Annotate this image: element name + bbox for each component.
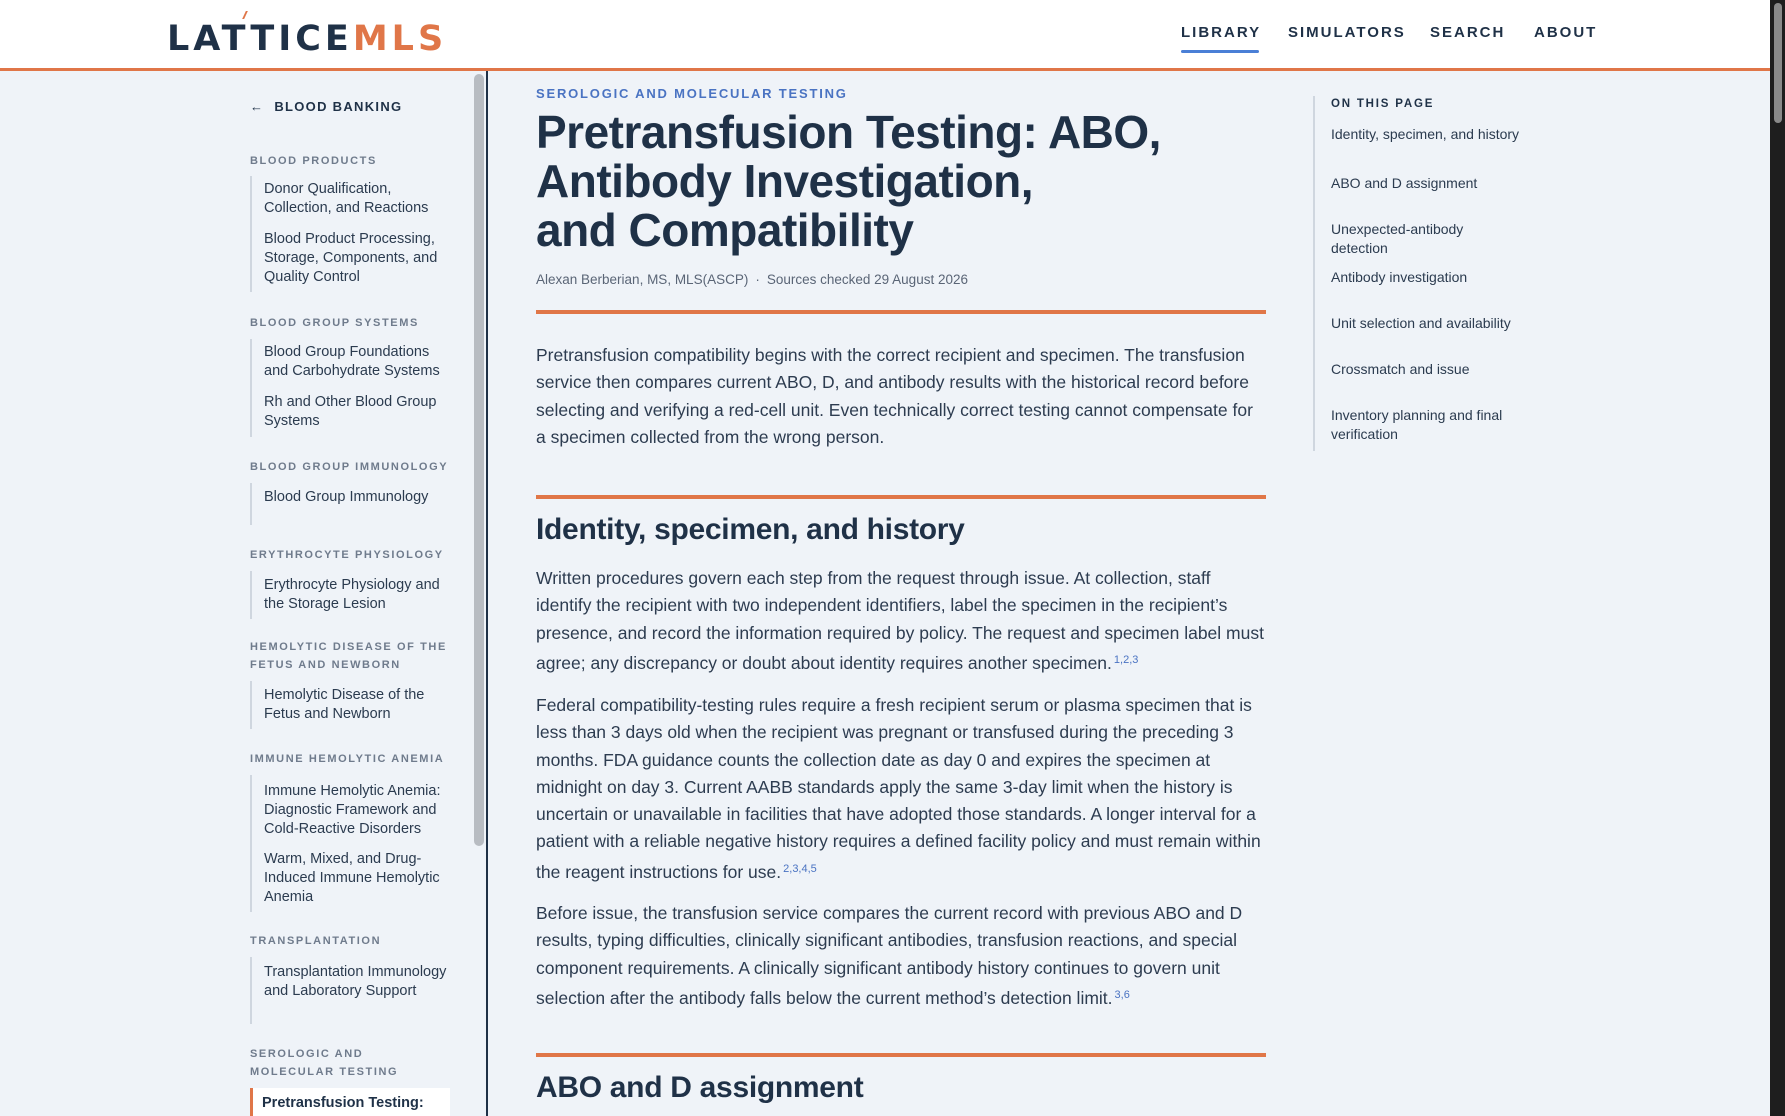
sources-checked-date: Sources checked 29 August 2026 [766,272,968,287]
toc-item[interactable]: ABO and D assignment [1331,175,1478,191]
paragraph-text: Before issue, the transfusion service compares the current record with previous ABO and D results, typing difficulties, clinically significant antibodies, transfusion reactions, and special component requirements. A clinically significant antibody history continues to govern unit selection after the antibody falls below the current method’s detection limit. [536,903,1243,1008]
intro-paragraph [536,342,1266,451]
title-line: Antibody Investigation, [536,155,1034,207]
title-line: Pretransfusion Testing: ABO, [536,106,1161,158]
sidebar-item[interactable]: Blood Group Immunology [264,489,429,505]
body-paragraph [536,565,1266,677]
sidebar-group-title: BLOOD GROUP IMMUNOLOGY [250,461,449,473]
sidebar-item[interactable]: Blood Group Foundations and Carbohydrate Systems [264,344,440,379]
back-arrow-icon: ← [250,99,265,114]
window-scrollbar[interactable] [1770,0,1785,1116]
sidebar-group-title: IMMUNE HEMOLYTIC ANEMIA [250,753,445,765]
citation-link[interactable]: 2,3,4,5 [783,862,817,875]
body-paragraph [536,692,1266,886]
sidebar-group-title: ERYTHROCYTE PHYSIOLOGY [250,549,444,561]
citation-link[interactable]: 3,6 [1114,988,1130,1001]
sidebar-item[interactable]: Warm, Mixed, and Drug-Induced Immune Hemolytic Anemia [264,851,440,905]
toc-item[interactable]: Crossmatch and issue [1331,361,1470,377]
byline [536,272,968,287]
logo-pipette-icon [242,11,254,19]
article-category[interactable]: SEROLOGIC AND MOLECULAR TESTING [536,86,848,101]
sidebar-item-current[interactable]: Pretransfusion Testing: [250,1088,450,1116]
sidebar-item[interactable]: Transplantation Immunology and Laboratory Support [264,964,447,999]
nav-search[interactable]: SEARCH [1430,24,1506,41]
sidebar-item[interactable]: Rh and Other Blood Group Systems [264,394,437,429]
intro-text: Pretransfusion compatibility begins with the correct recipient and specimen. The transfusion service then compares current ABO, D, and antibody results with the historical record before selecting and verifying a red-cell unit. Even technically correct testing cannot compensate for a specimen collected from the wrong person. [536,345,1253,447]
body-paragraph [536,900,1266,1012]
sidebar-group-list [250,681,452,729]
sidebar-scrollbar-thumb[interactable] [474,74,484,846]
section-divider [536,1053,1266,1057]
sidebar-item[interactable]: Donor Qualification, Collection, and Reactions [264,181,429,216]
nav-library[interactable]: LIBRARY [1181,24,1262,41]
window-scrollbar-thumb[interactable] [1774,3,1782,123]
sidebar-group-title: BLOOD PRODUCTS [250,155,377,167]
sidebar-group-title: TRANSPLANTATION [250,935,382,947]
sidebar-divider [486,71,488,1116]
sidebar-group-list [250,483,452,525]
nav-about[interactable]: ABOUT [1534,24,1598,41]
sidebar-group-list [250,571,452,619]
sidebar-group-title: SEROLOGIC AND MOLECULAR TESTING [250,1048,399,1078]
sidebar-item[interactable]: Hemolytic Disease of the Fetus and Newborn [264,687,425,722]
back-link-label: BLOOD BANKING [274,99,403,114]
toc-item[interactable]: Inventory planning and final verification [1331,407,1503,442]
top-header [0,0,1770,71]
sidebar-group-list [250,339,452,437]
sidebar-group-list [250,1088,452,1116]
nav-simulators[interactable]: SIMULATORS [1288,24,1406,41]
current-item-marker [250,1088,253,1116]
section-heading-abo: ABO and D assignment [536,1071,864,1104]
sidebar-group-list [250,775,452,912]
sidebar-group-title: HEMOLYTIC DISEASE OF THE FETUS AND NEWBORN [250,641,447,671]
sidebar-group-list [250,176,452,292]
toc-item[interactable]: Antibody investigation [1331,269,1468,285]
sidebar-item[interactable]: Blood Product Processing, Storage, Components, and Quality Control [264,231,438,285]
toc-item[interactable]: Identity, specimen, and history [1331,126,1520,142]
section-divider [536,495,1266,499]
author-name: Alexan Berberian, MS, MLS(ASCP) [536,272,749,287]
sidebar-item[interactable]: Erythrocyte Physiology and the Storage Lesion [264,577,440,612]
citation-link[interactable]: 1,2,3 [1113,653,1139,666]
toc-rail [1313,96,1315,451]
lattice-mls-logo[interactable] [167,20,447,58]
byline-separator: · [755,272,760,287]
sidebar-item[interactable]: Immune Hemolytic Anemia: Diagnostic Framework and Cold-Reactive Disorders [264,783,441,837]
paragraph-text: Written procedures govern each step from the request through issue. At collection, staff identify the recipient with two independent identifiers, label the specimen in the recipient’s presence, and record the information required by policy. The request and specimen label must agree; any discrepancy or doubt about identity requires another specimen. [536,568,1264,673]
back-to-blood-banking-link[interactable] [250,99,402,114]
logo-text-accent: MLS [352,19,448,59]
toc-item[interactable]: Unexpected-antibody detection [1331,221,1464,256]
title-line: and Compatibility [536,204,914,256]
page-title [536,108,1236,255]
logo-text-dark: LATTICE [167,19,353,59]
toc-title: ON THIS PAGE [1331,98,1435,110]
sidebar-group-title: BLOOD GROUP SYSTEMS [250,317,419,329]
section-heading-identity: Identity, specimen, and history [536,513,965,546]
paragraph-text: Federal compatibility-testing rules require a fresh recipient serum or plasma specimen that is less than 3 days old when the recipient was pregnant or transfused during the preceding 3 months. FDA guidance counts the collection date as day 0 and expires the specimen at midnight on day 3. Current AABB standards apply the same 3-day limit when the history is uncertain or unavailable in facilities that have adopted those standards. A longer interval for a patient with a reliable negative history requires a defined facility policy and must remain within the reagent instructions for use. [536,695,1261,882]
toc-item[interactable]: Unit selection and availability [1331,315,1511,331]
sidebar-group-list [250,957,452,1024]
title-divider [536,310,1266,314]
